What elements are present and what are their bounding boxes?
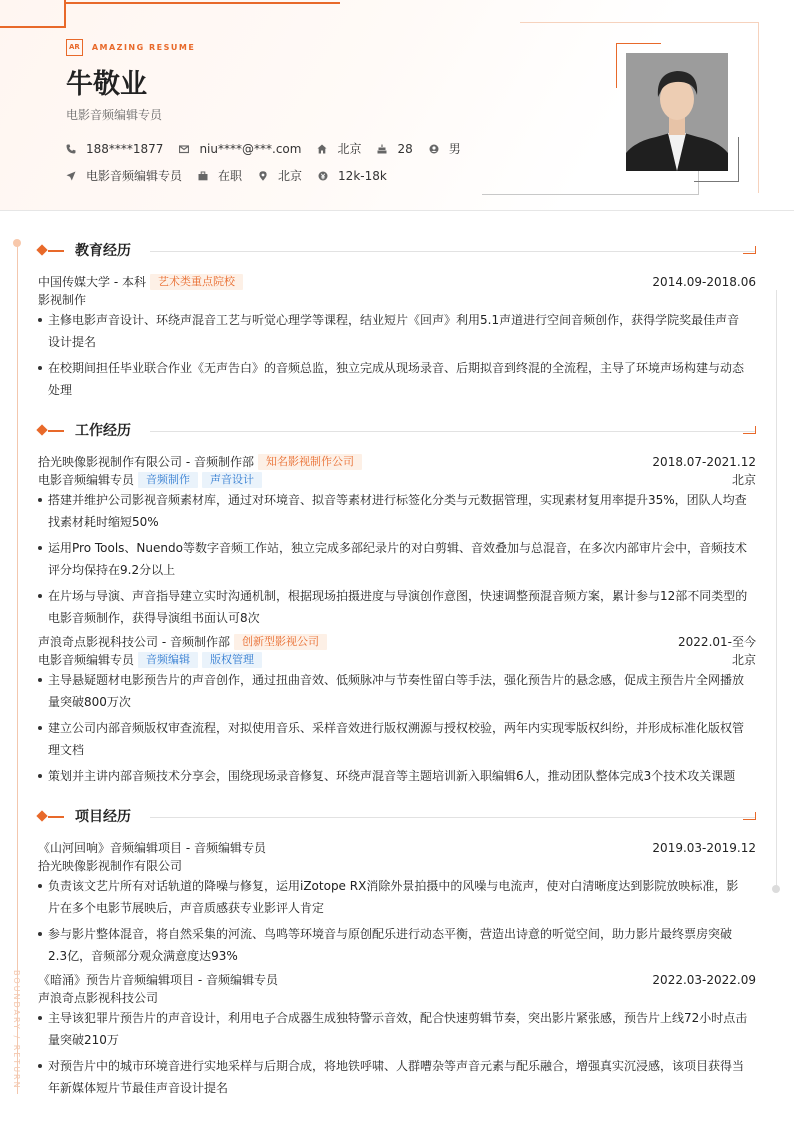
corner-bracket-icon [743,812,756,820]
education-date: 2014.09-2018.06 [652,275,756,289]
money-icon [318,171,328,181]
work-bullet: 策划并主讲内部音频技术分享会，围绕现场录音修复、环绕声混音等主题培训新入职编辑6人，推动团队整体完成3个技术攻关课题 [38,765,750,787]
location-pin-icon [258,171,268,181]
section-work-heading [38,422,756,440]
candidate-title: 电影音频编辑专员 [66,108,163,122]
side-vertical-text: BOUNDARY / RETURN [12,970,21,1090]
heading-divider [150,817,756,818]
project-entry-sub [38,989,756,1007]
salary-value: 12k-18k [338,168,387,183]
mail-icon [179,144,189,154]
contact-row [66,140,477,157]
section-title: 教育经历 [75,243,131,259]
position-value: 电影音频编辑专员 [86,169,183,183]
timeline-dot [13,239,21,247]
project-company: 声浪奇点影视科技公司 [38,991,159,1005]
project-bullet: 负责该文艺片所有对话轨道的降噪与修复，运用iZotope RX消除外景拍摄中的风噪与电流声，使对白清晰度达到影院放映标准，影片在多个电影节展映后，声音质感获专业影评人肯定 [38,875,750,919]
city-value: 北京 [337,142,362,156]
cake-icon [377,144,387,154]
job-intent-row [66,167,403,184]
info-email [179,142,301,156]
brand-text: AMAZING RESUME [91,43,196,52]
info-city [317,140,361,157]
education-bullet: 主修电影声音设计、环绕声混音工艺与听觉心理学等课程，结业短片《回声》利用5.1声道进行空间音频创作，获得学院奖最佳声音设计提名 [38,309,750,353]
skill-tag: 声音设计 [202,472,262,488]
candidate-name: 牛敬业 [66,69,147,100]
work-date: 2022.01-至今 [678,635,756,649]
school-tag: 艺术类重点院校 [150,274,243,290]
heading-divider [150,251,756,252]
profile-photo [626,53,728,171]
section-title: 项目经历 [75,809,131,825]
info-phone [66,142,163,156]
company-tag: 创新型影视公司 [234,634,327,650]
info-age [377,142,412,156]
brand [66,39,195,56]
section-title: 工作经历 [75,423,131,439]
project-date: 2019.03-2019.12 [652,841,756,855]
work-bullet: 搭建并维护公司影视音频素材库，通过对环境音、拟音等素材进行标签化分类与元数据管理，实现素材复用率提升35%，团队人均查找素材耗时缩短50% [38,489,750,533]
skill-tag: 音频编辑 [138,652,198,668]
education-entry-header [38,273,756,291]
person-icon [429,144,439,154]
school-name: 中国传媒大学 - 本科 [38,275,146,289]
location-value: 北京 [278,169,303,183]
project-name: 《暗涌》预告片音频编辑项目 - 音频编辑专员 [38,973,278,987]
section-projects-heading [38,808,756,826]
project-company: 拾光映像影视制作有限公司 [38,859,183,873]
project-date: 2022.03-2022.09 [652,973,756,987]
decor-top-line [64,2,340,4]
age-value: 28 [397,141,413,156]
work-bullet: 主导悬疑题材电影预告片的声音创作，通过扭曲音效、低频脉冲与节奏性留白等手法，强化预告片的悬念感，促成主预告片全网播放量突破800万次 [38,669,750,713]
education-entry-sub [38,291,756,309]
gender-value: 男 [448,142,461,156]
work-entry-sub [38,651,756,669]
heading-dash [48,816,64,818]
education-bullet: 在校期间担任毕业联合作业《无声告白》的音频总监，独立完成从现场录音、后期拟音到终混的全流程，主导了环境声场构建与动态处理 [38,357,750,401]
corner-bracket-icon [743,426,756,434]
diamond-icon [36,244,47,255]
info-location [258,167,302,184]
info-position [66,167,182,184]
project-entry-header [38,839,756,857]
diamond-icon [36,810,47,821]
skill-tag: 音频制作 [138,472,198,488]
status-value: 在职 [218,169,243,183]
project-bullet: 主导该犯罪片预告片的声音设计，利用电子合成器生成独特警示音效，配合快速剪辑节奏，突出影片紧张感，预告片上线72小时点击量突破210万 [38,1007,750,1051]
right-rail [776,290,777,890]
brand-mark: AR [66,39,83,56]
work-bullet: 在片场与导演、声音指导建立实时沟通机制，根据现场拍摄进度与导演创作意图，快速调整预混音频方案，累计参与12部不同类型的电影音频制作，获得导演组书面认可8次 [38,585,750,629]
home-icon [317,144,327,154]
phone-value: 188****1877 [86,141,164,156]
major-name: 影视制作 [38,293,87,307]
work-date: 2018.07-2021.12 [652,455,756,469]
project-entry-header [38,971,756,989]
work-entry-header [38,453,756,471]
email-value: niu****@***.com [199,141,302,156]
timeline-rail [17,244,18,1094]
heading-divider [150,431,756,432]
work-entry-header [38,633,756,651]
phone-icon [66,144,76,154]
right-rail-dot [772,885,780,893]
decor-corner-line [0,0,66,28]
job-title: 电影音频编辑专员 [38,653,135,667]
corner-bracket-icon [743,246,756,254]
profile-portrait [626,53,728,171]
job-title: 电影音频编辑专员 [38,473,135,487]
company-name: 声浪奇点影视科技公司 - 音频制作部 [38,635,230,649]
project-bullet: 参与影片整体混音，将自然采集的河流、鸟鸣等环境音与原创配乐进行动态平衡，营造出诗意的听觉空间，助力影片最终票房突破2.3亿，音频部分观众满意度达93% [38,923,750,967]
resume-header [0,0,794,211]
briefcase-icon [198,171,208,181]
heading-dash [48,250,64,252]
info-gender [429,140,461,157]
skill-tag: 版权管理 [202,652,262,668]
section-education-heading [38,242,756,260]
diamond-icon [36,424,47,435]
work-bullet: 建立公司内部音频版权审查流程，对拟使用音乐、采样音效进行版权溯源与授权校验，两年内实现零版权纠纷，并形成标准化版权管理文档 [38,717,750,761]
project-bullet: 对预告片中的城市环境音进行实地采样与后期合成，将地铁呼啸、人群嘈杂等声音元素与配乐融合，增强真实沉浸感，该项目获得当年新媒体短片节最佳声音设计提名 [38,1055,750,1099]
company-tag: 知名影视制作公司 [258,454,362,470]
project-name: 《山河回响》音频编辑项目 - 音频编辑专员 [38,841,266,855]
work-location: 北京 [731,653,756,667]
send-icon [66,171,76,181]
project-entry-sub [38,857,756,875]
work-entry-sub [38,471,756,489]
info-status [198,167,242,184]
info-salary [318,169,387,183]
work-bullet: 运用Pro Tools、Nuendo等数字音频工作站，独立完成多部纪录片的对白剪辑、音效叠加与总混音，在多次内部审片会中，音频技术评分均保持在9.2分以上 [38,537,750,581]
heading-dash [48,430,64,432]
work-location: 北京 [731,473,756,487]
company-name: 拾光映像影视制作有限公司 - 音频制作部 [38,455,254,469]
